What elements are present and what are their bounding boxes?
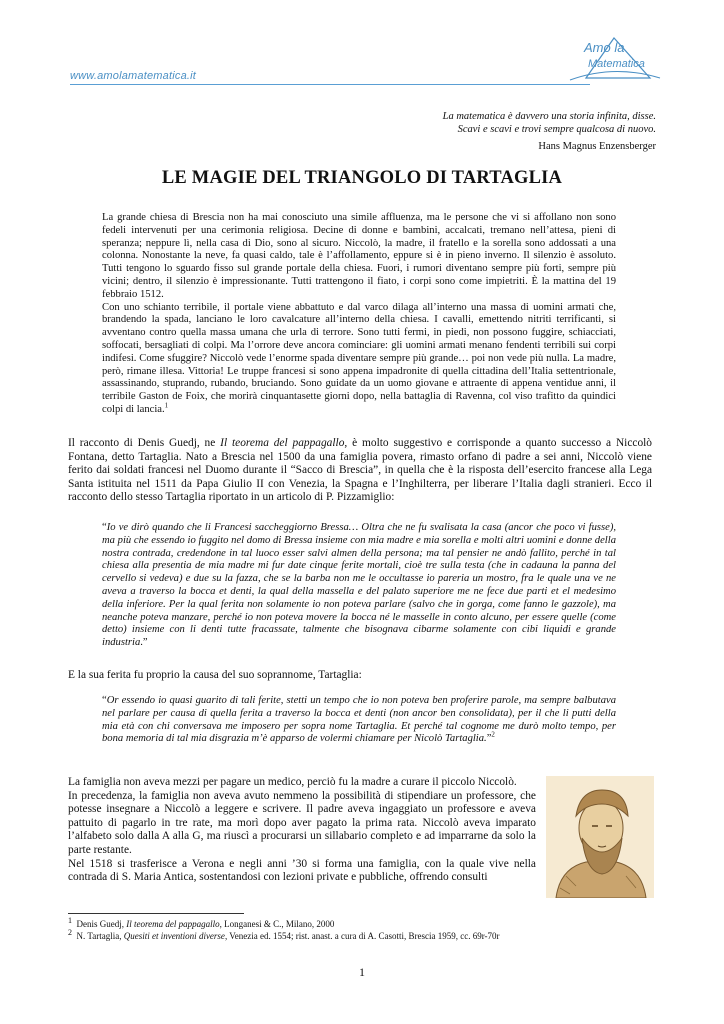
footnote-2-text-a: N. Tartaglia,	[76, 931, 124, 941]
quote2-open: “	[102, 695, 107, 706]
amo-la-matematica-logo	[566, 34, 662, 90]
epigraph-line1: La matematica è davvero una storia infinita, disse.	[442, 111, 656, 122]
page-number: 1	[359, 965, 365, 979]
footnote-divider	[68, 913, 244, 914]
tartaglia-quote-2	[102, 695, 616, 746]
header-divider	[70, 84, 590, 85]
p2-book-title: Il teorema del pappagallo	[220, 437, 345, 449]
footnote-2-text-b: , Venezia ed. 1554; rist. anast. a cura di A. Casotti, Brescia 1959, cc. 69r-70r	[224, 931, 500, 941]
nickname-paragraph: E la sua ferita fu proprio la causa del suo soprannome, Tartaglia:	[68, 669, 362, 681]
tartaglia-quote-1	[102, 522, 616, 650]
p4-line3: Nel 1518 si trasferisce a Verona e negli anni ’30 si forma una famiglia, con la quale vive nella contrada di S. Maria Antica, sostentandosi con lezioni private e pubbliche, offrendo consulti	[68, 857, 536, 884]
page-title: LE MAGIE DEL TRIANGOLO DI TARTAGLIA	[161, 168, 563, 188]
intro-paragraph-2	[102, 302, 616, 417]
footnote-1	[68, 918, 668, 930]
portrait-icon	[546, 776, 654, 898]
logo-line2: Matematica	[588, 58, 645, 70]
footnote-1-text-a: Denis Guedj,	[76, 919, 127, 929]
p4-line1: La famiglia non aveva mezzi per pagare un medico, perciò fu la madre a curare il piccolo Niccolò.	[68, 776, 517, 788]
footnote-ref-2[interactable]: 2	[491, 730, 495, 739]
footnote-1-title: Il teorema del pappagallo	[126, 919, 220, 929]
footnotes	[68, 918, 668, 942]
family-paragraph	[68, 776, 536, 885]
p4-line2: In precedenza, la famiglia non aveva avuto nemmeno la possibilità di stipendiare un professore, che potesse insegnare a Niccolò a leggere e scrivere. Il padre aveva ingaggiato un professore e aveva pattuito di pagarlo in tre rate, ma morì dopo aver pagato la prima rata. Niccolò aveva imparato l’alfabeto solo dalla A alla G, ma riuscì a procurarsi un sillabario completo e ad imparrarne da solo la parte restante.	[68, 789, 536, 856]
p2-text-a: Il racconto di Denis Guedj, ne	[68, 437, 221, 449]
quote2-close: ”	[486, 733, 492, 745]
footnote-2-num: 2	[68, 928, 72, 937]
quote2-text: Or essendo io quasi guarito di tali ferite, stetti un tempo che io non poteva ben proferire parole, ma sempre balbutava nel parlare per causa di quella ferita a traverso la bocca et denti (non ancor ben consolidata), per il che li putti della mia età con chi conversava me imposero per sopra nome Tartaglia. Et perché tal cognome me durò molto tempo, per bona memoria di tal mia disgrazia m’è apparso de volermi chiamare per Nicolò Tartaglia.	[102, 695, 616, 745]
footnote-2-title: Quesiti et inventioni diverse	[123, 931, 225, 941]
epigraph-author: Hans Magnus Enzensberger	[538, 141, 656, 152]
intro-paragraph-2-text: Con uno schianto terribile, il portale viene abbattuto e dal varco dilaga all’interno una massa di uomini armati che, brandendo la spada, lanciano le loro cavalcature all’interno della chiesa. I cavalli, emettendo nitriti terrificanti, si avventano contro quella massa umana che urla di terrore. Sono tutti fermi, in piedi, non possono fuggire, schiacciati, soffocati, bersagliati di colpi. Ma l’orrore deve ancora cominciare: gli uomini armati menano fendenti terribili sui corpi indifesi. Come sfuggire? Niccolò vede l’enorme spada diventare sempre più grande… poi non vede più nulla. La madre, però, rimane illesa. Vittoria! Le truppe francesi si sono appena impadronite di quella cittadina dell’Italia settentrionale, assassinando, stuprando, rubando, bruciando. Sono guidate da un uomo giovane e attraente di appena ventidue anni, il terribile Gaston de Foix, che morirà cinquantasette giorni dopo, nella battaglia di Ravenna, col viso trafitto da quindici colpi di lancia.	[102, 301, 616, 415]
logo-line1: Amo la	[584, 40, 625, 55]
footnote-ref-1[interactable]: 1	[164, 401, 169, 410]
epigraph-line2: Scavi e scavi e trovi sempre qualcosa di nuovo.	[457, 124, 656, 135]
footnote-1-text-b: , Longanesi & C., Milano, 2000	[219, 919, 335, 929]
footnote-2	[68, 930, 668, 942]
footnote-1-num: 1	[68, 916, 72, 925]
intro-narrative	[102, 212, 616, 417]
quote1-open: “	[102, 522, 107, 533]
quote1-text: Io ve dirò quando che li Francesi saccheggiorno Bressa… Oltra che ne fu svalisata la casa (ancor che poco vi fusse), ma più che essendo io fuggito nel domo di Bressa insieme con mia madre e mia sorella e molti altri uomini e donne della nostra contrada, credendone in tal luoco esser salvi almen della persona; ma tal pensier ne andò fallito, perché in tal chiesa alla presentia de mia madre mi fur date cinque ferite mortali, cioè tre sulla testa (che in cadauna la panna del cervello si vedeva) e due su la fazza, che se la barba non me le occultasse io pareria un mostro, fra le quale una ve ne aveva a traverso la bocca et denti, la qual della massella e del palato superiore me ne fece due parti et el medesimo della inferiore. Per la qual ferita non solamente io non poteva parlare (salvo che in gorga, come fanno le gazzole), ma neanche poteva manzare, perché io non poteva movere la bocca né le masselle in conto alcuno, per essere quelle (come detto) insieme con li denti tutte fracassate, talmente che bisognava cibarme solamente con cibi liquidi e grande industria	[102, 522, 616, 649]
intro-paragraph-1: La grande chiesa di Brescia non ha mai conosciuto una simile affluenza, ma le persone che vi si affollano non sono fedeli intervenuti per una cerimonia religiosa. Decine di donne e bambini, accalcati, tremano nell’attesa, pieni di speranza; neppure lì, nella casa di Dio, sono al sicuro. Niccolò, la madre, il fratello e la sorella sono addossati a una colonna. Nonostante la neve, fa quasi caldo, tale è l’affollamento, eppure si è in pieno inverno. Il silenzio è assoluto. Tutti tengono lo sguardo fisso sul grande portale della chiesa. Fuori, i rumori diventano sempre più forti, sempre più vicini; dentro, il silenzio è impressionante. Tutti trattengono il fiato, i corpi sono come impietriti. È la mattina del 19 febbraio 1512.	[102, 212, 616, 300]
site-url[interactable]: www.amolamatematica.it	[70, 70, 197, 82]
quote1-close: .”	[140, 637, 148, 649]
epigraph	[443, 110, 656, 153]
guedj-paragraph	[68, 437, 652, 505]
p2-text-b: , è molto suggestivo e corrisponde a quanto successo a Niccolò Fontana, detto Tartaglia. Nato a Brescia nel 1500 da una famiglia povera, rimasto orfano di padre a sei anni, Niccolò viene ferito dai soldati francesi nel Duomo durante il “Sacco di Brescia”, in quella che è la risposta dell’esercito francese alla Lega Santa istituita nel 1511 da Papa Giulio II con Venezia, la Spagna e l’Inghilterra, per liberare l’Italia dagli stranieri. Ecco il racconto dello stesso Tartaglia riportato in un articolo di P. Pizzamiglio:	[68, 437, 653, 504]
